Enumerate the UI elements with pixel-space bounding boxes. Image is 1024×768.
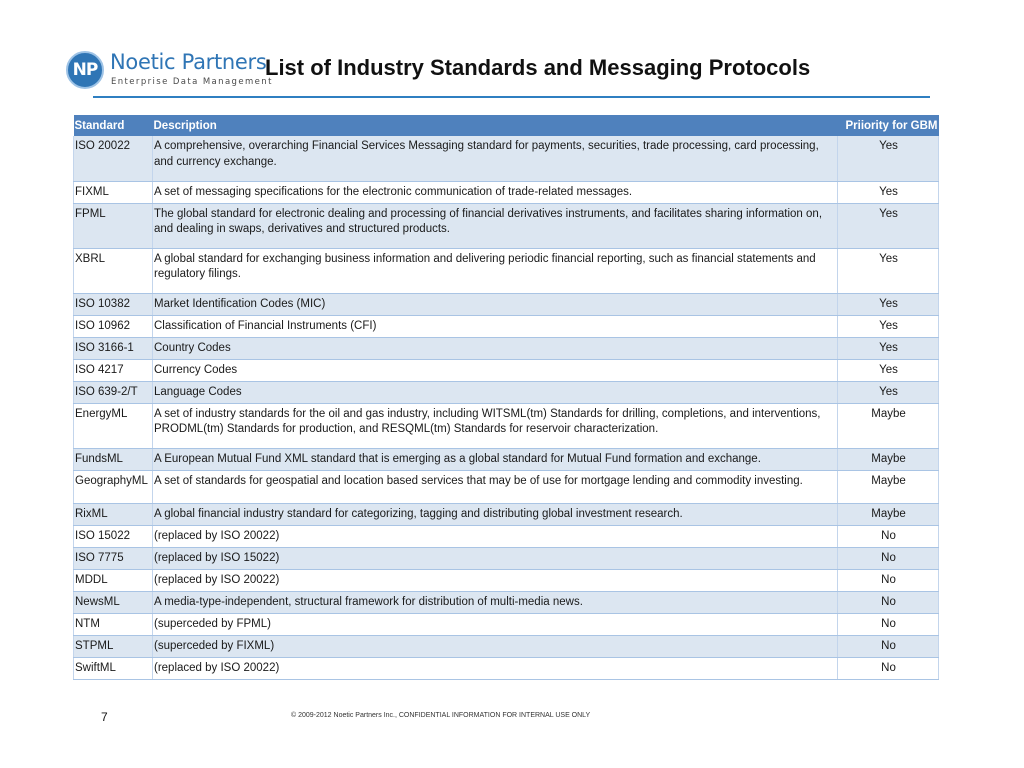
cell-description: (replaced by ISO 20022)	[153, 657, 838, 679]
cell-description: (replaced by ISO 15022)	[153, 547, 838, 569]
cell-priority: Yes	[838, 181, 939, 203]
cell-priority: No	[838, 613, 939, 635]
cell-standard: FPML	[74, 203, 153, 248]
column-header-description: Description	[153, 115, 838, 136]
table-row	[74, 657, 939, 679]
table-row	[74, 591, 939, 613]
table-row	[74, 503, 939, 525]
cell-priority: No	[838, 547, 939, 569]
cell-description: Language Codes	[153, 381, 838, 403]
cell-description: A media-type-independent, structural framework for distribution of multi-media news.	[153, 591, 838, 613]
cell-description: A set of messaging specifications for the electronic communication of trade-related messages.	[153, 181, 838, 203]
copyright-notice: © 2009-2012 Noetic Partners Inc., CONFIDENTIAL INFORMATION FOR INTERNAL USE ONLY	[291, 712, 591, 719]
cell-priority: No	[838, 569, 939, 591]
cell-description: (replaced by ISO 20022)	[153, 569, 838, 591]
table-row	[74, 448, 939, 470]
table-row	[74, 337, 939, 359]
cell-priority: Maybe	[838, 448, 939, 470]
table-row	[74, 315, 939, 337]
table-row	[74, 293, 939, 315]
cell-standard: ISO 4217	[74, 359, 153, 381]
cell-description: Market Identification Codes (MIC)	[153, 293, 838, 315]
table-row	[74, 470, 939, 503]
cell-standard: ISO 639-2/T	[74, 381, 153, 403]
column-header-standard: Standard	[74, 115, 153, 136]
table-row	[74, 248, 939, 293]
table-row	[74, 525, 939, 547]
np-monogram-icon: NP	[66, 51, 104, 89]
cell-standard: ISO 15022	[74, 525, 153, 547]
cell-description: A global financial industry standard for categorizing, tagging and distributing global investment research.	[153, 503, 838, 525]
table-row	[74, 547, 939, 569]
cell-priority: Yes	[838, 293, 939, 315]
cell-standard: NTM	[74, 613, 153, 635]
column-header-priority: Priiority for GBM	[838, 115, 939, 136]
cell-priority: Maybe	[838, 470, 939, 503]
cell-priority: Yes	[838, 381, 939, 403]
cell-description: Country Codes	[153, 337, 838, 359]
cell-standard: ISO 20022	[74, 136, 153, 181]
cell-standard: ISO 3166-1	[74, 337, 153, 359]
cell-standard: XBRL	[74, 248, 153, 293]
table-row	[74, 569, 939, 591]
cell-priority: Yes	[838, 248, 939, 293]
cell-standard: NewsML	[74, 591, 153, 613]
table-row	[74, 181, 939, 203]
cell-standard: STPML	[74, 635, 153, 657]
cell-standard: FundsML	[74, 448, 153, 470]
table-row	[74, 203, 939, 248]
cell-standard: SwiftML	[74, 657, 153, 679]
cell-priority: Yes	[838, 136, 939, 181]
cell-standard: GeographyML	[74, 470, 153, 503]
cell-description: (superceded by FPML)	[153, 613, 838, 635]
cell-priority: Maybe	[838, 503, 939, 525]
cell-description: The global standard for electronic dealing and processing of financial derivatives instruments, and facilitates sharing information on, and dealing in swaps, derivatives and structured products.	[153, 203, 838, 248]
cell-description: A global standard for exchanging business information and delivering periodic financial reporting, such as financial statements and regulatory filings.	[153, 248, 838, 293]
cell-standard: ISO 10382	[74, 293, 153, 315]
table-header-row	[74, 115, 939, 136]
cell-priority: Yes	[838, 315, 939, 337]
cell-standard: ISO 7775	[74, 547, 153, 569]
cell-priority: Yes	[838, 359, 939, 381]
cell-priority: No	[838, 657, 939, 679]
cell-description: (superceded by FIXML)	[153, 635, 838, 657]
table-row	[74, 613, 939, 635]
cell-standard: EnergyML	[74, 403, 153, 448]
cell-description: A comprehensive, overarching Financial Services Messaging standard for payments, securities, trade processing, card processing, and currency exchange.	[153, 136, 838, 181]
cell-priority: No	[838, 591, 939, 613]
table-row	[74, 635, 939, 657]
cell-standard: ISO 10962	[74, 315, 153, 337]
cell-description: Classification of Financial Instruments (CFI)	[153, 315, 838, 337]
table-row	[74, 381, 939, 403]
table-row	[74, 403, 939, 448]
cell-description: A set of industry standards for the oil and gas industry, including WITSML(tm) Standards for drilling, completions, and interventions, PRODML(tm) Standards for production, and RESQML(tm) Standards for reservoir characterization.	[153, 403, 838, 448]
noetic-partners-logo	[64, 49, 273, 95]
table-row	[74, 136, 939, 181]
cell-description: A set of standards for geospatial and location based services that may be of use for mortgage lending and commodity investing.	[153, 470, 838, 503]
cell-standard: RixML	[74, 503, 153, 525]
cell-standard: FIXML	[74, 181, 153, 203]
title-divider	[93, 96, 930, 98]
cell-description: (replaced by ISO 20022)	[153, 525, 838, 547]
cell-description: A European Mutual Fund XML standard that is emerging as a global standard for Mutual Fund formation and exchange.	[153, 448, 838, 470]
cell-priority: No	[838, 635, 939, 657]
cell-description: Currency Codes	[153, 359, 838, 381]
page-number: 7	[101, 710, 108, 724]
cell-priority: Yes	[838, 203, 939, 248]
cell-priority: Yes	[838, 337, 939, 359]
logo-tagline: Enterprise Data Management	[111, 77, 273, 87]
table-row	[74, 359, 939, 381]
page-title: List of Industry Standards and Messaging Protocols	[265, 55, 811, 80]
cell-priority: Maybe	[838, 403, 939, 448]
cell-standard: MDDL	[74, 569, 153, 591]
logo-company-name: Noetic Partners	[110, 50, 267, 74]
standards-table	[73, 115, 939, 680]
cell-priority: No	[838, 525, 939, 547]
